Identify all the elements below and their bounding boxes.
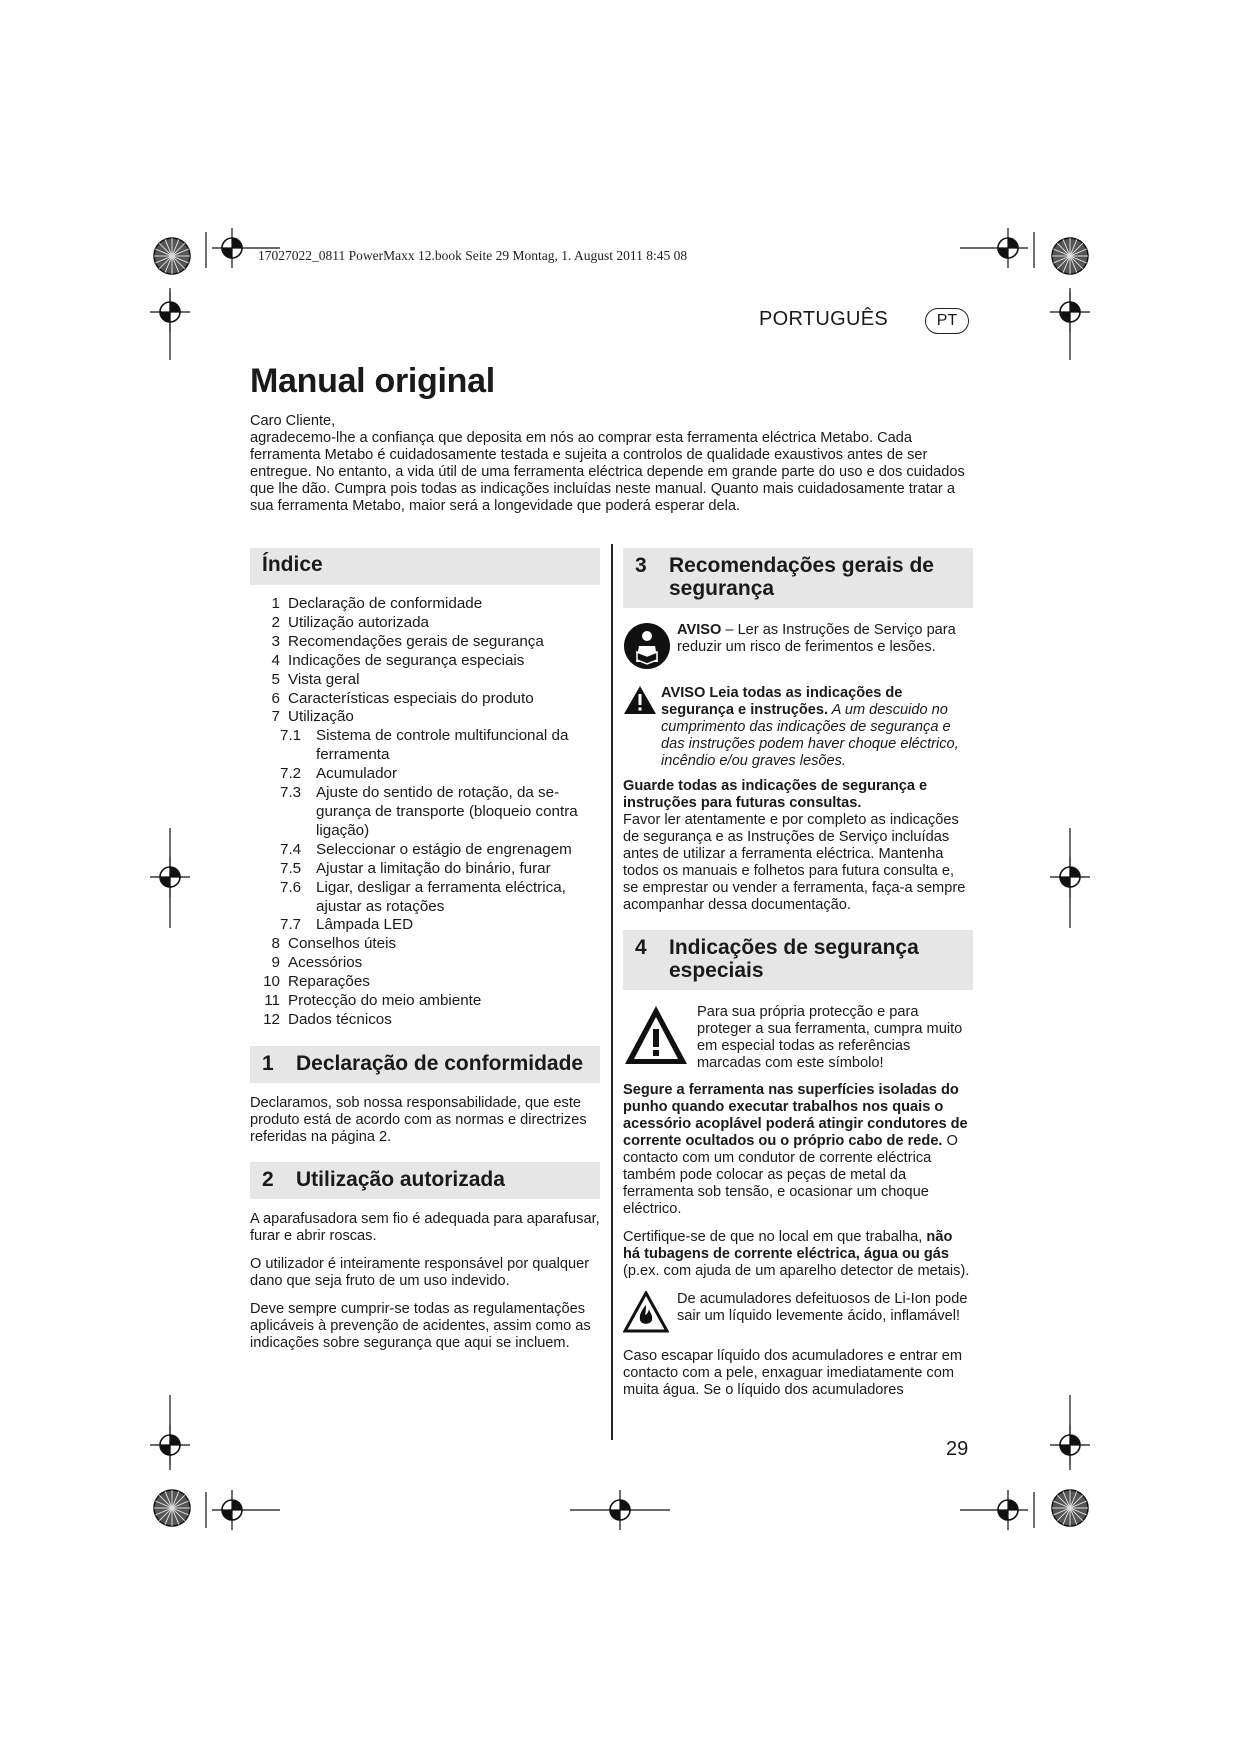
grip-warning-text: Segure a ferramenta nas superfícies isoladas do punho quando executar trabalhos nos quais o acessório acoplável poderá atingir condutores de corrente ocultados ou o próprio cabo de rede. O contacto com um condutor de corrente eléctrica também pode colocar as peças de metal da ferramenta sob tensão, e ocasionar um choque eléctrico. (623, 1082, 968, 1217)
intro-greeting: Caro Cliente, (250, 413, 336, 429)
intro (250, 413, 980, 515)
toc-subitem[interactable]: 7.7 Lâmpada LED (280, 916, 414, 934)
toc-subitem[interactable]: 7.4 Seleccionar o estágio de engrenagem (280, 840, 572, 858)
section-2-paragraph-3: Deve sempre cumprir-se todas as regulamentações aplicáveis à prevenção de acidentes, assim como as indicações sobre segurança que aqui se incluem. (250, 1300, 591, 1351)
warning-triangle-icon (623, 685, 657, 770)
star-mark-top-left (154, 238, 190, 274)
large-warning-triangle-icon (623, 1004, 689, 1072)
table-of-contents (250, 595, 600, 1030)
toc-item[interactable]: 4 Indicações de segurança especiais (271, 651, 525, 669)
toc-subitem[interactable]: 7.1 Sistema de controle multifuncional da ferramenta (280, 727, 569, 764)
toc-item[interactable]: 8 Conselhos úteis (271, 935, 397, 953)
read-manual-warning (623, 622, 973, 675)
index-heading (250, 548, 600, 585)
read-manual-icon (623, 622, 671, 675)
special-symbol-text: Para sua própria protecção e para proteger a sua ferramenta, cumpra muito em especial todas as referências marcadas com este símbolo! (697, 1004, 963, 1071)
read-manual-text: AVISO – Ler as Instruções de Serviço para reduzir um risco de ferimentos e lesões. (677, 622, 956, 655)
star-mark-top-right (1052, 238, 1088, 274)
star-mark-bottom-right (1052, 1490, 1088, 1526)
toc-item[interactable]: 1 Declaração de conformidade (271, 595, 483, 612)
star-mark-bottom-left (154, 1490, 190, 1526)
column-divider (611, 544, 613, 1440)
toc-item[interactable]: 10 Reparações (263, 973, 370, 991)
page-number: 29 (946, 1438, 969, 1460)
language-code-badge: PT (925, 308, 969, 334)
toc-item[interactable]: 5 Vista geral (271, 670, 360, 688)
language-label: PORTUGUÊS (758, 308, 888, 330)
toc-item[interactable]: 12 Dados técnicos (263, 1010, 392, 1028)
toc-subitem[interactable]: 7.3 Ajuste do sentido de rotação, da se-gurança de transporte (bloqueio contra ligação) (280, 784, 578, 839)
check-lines-text: Certifique-se de que no local em que trabalha, não há tubagens de corrente eléctrica, água ou gás (p.ex. com ajuda de um aparelho detector de metais). (623, 1229, 970, 1279)
toc-item[interactable]: 9 Acessórios (271, 954, 363, 972)
general-warning-text: AVISO Leia todas as indicações de segurança e instruções. A um descuido no cumprimento das indicações de segurança e das instruções podem haver choque eléctrico, incêndio e/ou graves lesões. (661, 685, 959, 769)
section-3-heading: 3 Recomendações gerais de segurança (623, 548, 973, 608)
toc-item[interactable]: 3 Recomendações gerais de segurança (271, 632, 544, 650)
section-2-paragraph-2: O utilizador é inteiramente responsável por qualquer dano que seja fruto de um uso indevido. (250, 1255, 590, 1289)
section-1-heading: 1 Declaração de conformidade (250, 1046, 600, 1083)
cross-mark-bottom-left (212, 1490, 252, 1530)
toc-subitem[interactable]: 7.2 Acumulador (280, 765, 398, 783)
toc-item[interactable]: 6 Características especiais do produto (271, 689, 534, 707)
page-title: Manual original (250, 362, 495, 400)
cross-mark-top-right (988, 228, 1028, 268)
right-column (623, 548, 973, 1410)
battery-leak-text: Caso escapar líquido dos acumuladores e entrar em contacto com a pele, enxaguar imediatamente com muita água. Se o líquido dos acumuladores (623, 1348, 963, 1398)
section-4-heading: 4 Indicações de segurança especiais (623, 930, 973, 990)
toc-subitem[interactable]: 7.5 Ajustar a limitação do binário, furar (280, 859, 551, 877)
cross-mark-top-left (212, 228, 252, 268)
toc-item[interactable]: 2 Utilização autorizada (271, 613, 429, 631)
section-2-heading: 2 Utilização autorizada (250, 1162, 600, 1199)
index-heading-text: Índice (262, 553, 323, 576)
li-ion-warning-text: De acumuladores defeituosos de Li-Ion pode sair um líquido levemente ácido, inflamável! (677, 1291, 968, 1324)
cross-mark-bottom-center (600, 1490, 640, 1530)
li-ion-warning (623, 1291, 973, 1338)
toc-item[interactable]: 11 Protecção do meio ambiente (264, 992, 482, 1010)
cross-mark-bottom-right (988, 1490, 1028, 1530)
intro-body: agradecemo-lhe a confiança que deposita em nós ao comprar esta ferramenta eléctrica Metabo. Cada ferramenta Metabo é cuidadosamente testada e sujeita a controlos de qualidade exaustivos antes de ser entregue. No entanto, a vida útil de uma ferramenta eléctrica depende em grande parte do uso e dos cuidados que lhe dão. Cumpra pois todas as indicações incluídas neste manual. Quanto mais cuidadosamente tratar a sua ferramenta Metabo, maior será a longevidade que poderá esperar dela. (250, 430, 965, 514)
toc-item[interactable]: 7 Utilização (271, 708, 354, 726)
section-1-text: Declaramos, sob nossa responsabilidade, que este produto está de acordo com as normas e directrizes referidas na página 2. (250, 1094, 587, 1145)
left-column (250, 548, 600, 1363)
flammable-warning-icon (623, 1291, 669, 1338)
print-slug: 17027022_0811 PowerMaxx 12.book Seite 29 Montag, 1. August 2011 8:45 08 (258, 248, 688, 263)
general-warning (623, 685, 973, 770)
keep-instructions-text: Guarde todas as indicações de segurança e instruções para futuras consultas. Favor ler atentamente e por completo as indicações de segurança e as Instruções de Serviço incluídas antes de utilizar a ferramenta eléctrica. Mantenha todos os manuais e folhetos para futura consulta e, se emprestar ou vender a ferramenta, faça-a sempre acompanhar dessa documentação. (623, 778, 966, 913)
special-symbol-note (623, 1004, 973, 1072)
toc-subitem[interactable]: 7.6 Ligar, desligar a ferramenta eléctrica, ajustar as rotações (280, 878, 566, 915)
section-2-paragraph-1: A aparafusadora sem fio é adequada para aparafusar, furar e abrir roscas. (250, 1210, 600, 1244)
